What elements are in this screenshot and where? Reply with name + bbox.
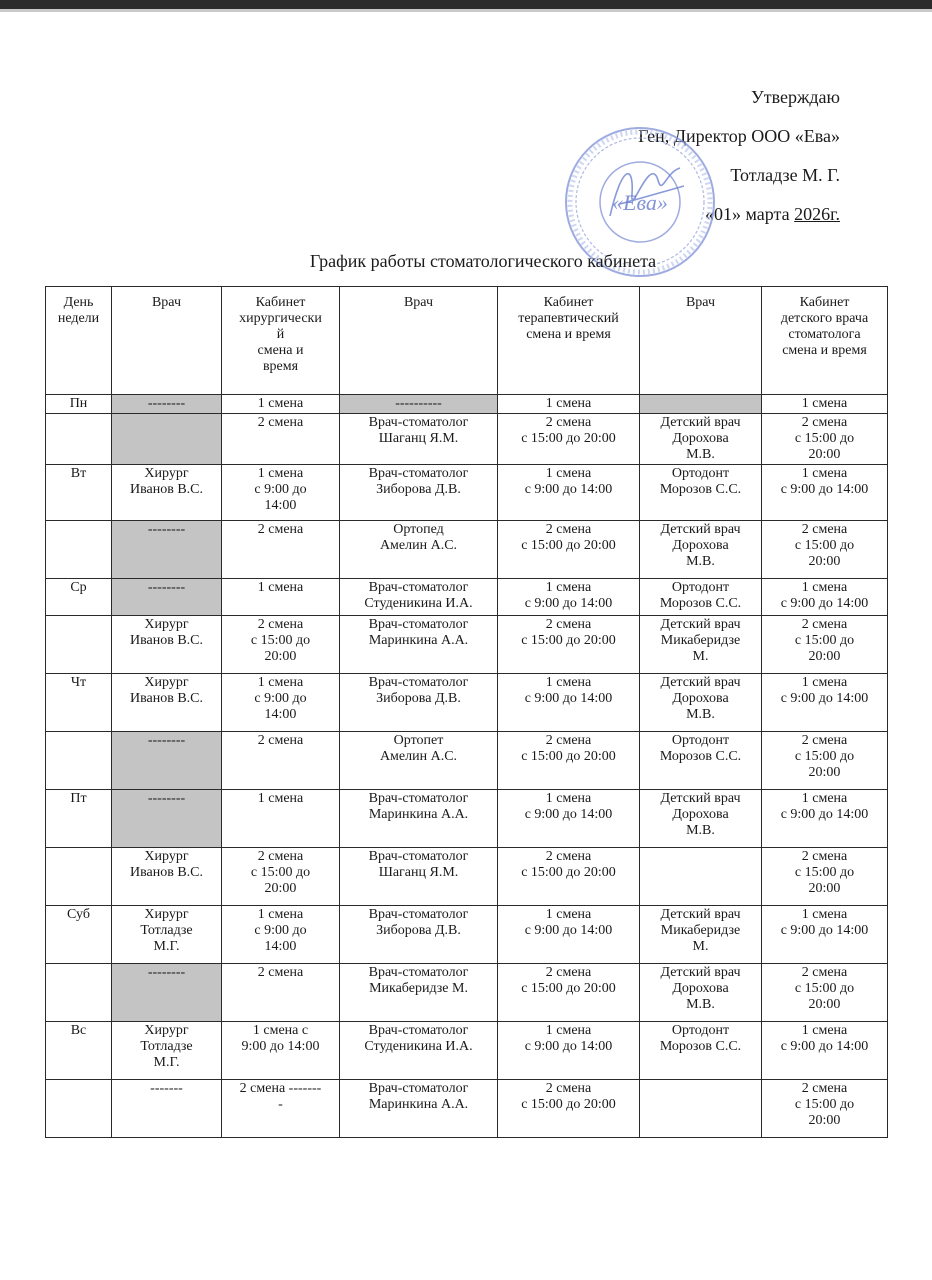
surgeon-cell: Хирург Тотладзе М.Г. xyxy=(112,906,222,964)
day-cell: Вс xyxy=(46,1022,112,1080)
header-doctor-children: Врач xyxy=(640,287,762,395)
child-shift-cell: 2 смена с 15:00 до 20:00 xyxy=(762,521,888,579)
therapeutic-shift-cell: 2 смена с 15:00 до 20:00 xyxy=(498,414,640,465)
table-row xyxy=(46,616,888,674)
therapist-cell: Ортопет Амелин А.С. xyxy=(340,732,498,790)
surgeon-cell: Хирург Иванов В.С. xyxy=(112,848,222,906)
header-children-cabinet: Кабинет детского врача стоматолога смена и время xyxy=(762,287,888,395)
surgeon-cell: -------- xyxy=(112,964,222,1022)
child-doctor-cell: Ортодонт Морозов С.С. xyxy=(640,732,762,790)
child-shift-cell: 2 смена с 15:00 до 20:00 xyxy=(762,414,888,465)
surgeon-cell: -------- xyxy=(112,790,222,848)
child-doctor-cell: Детский врач Дорохова М.В. xyxy=(640,674,762,732)
table-row xyxy=(46,465,888,521)
surgical-shift-cell: 2 смена с 15:00 до 20:00 xyxy=(222,848,340,906)
therapist-cell: Ортопед Амелин А.С. xyxy=(340,521,498,579)
table-row xyxy=(46,521,888,579)
surgical-shift-cell: 1 смена с 9:00 до 14:00 xyxy=(222,906,340,964)
child-doctor-cell: Ортодонт Морозов С.С. xyxy=(640,465,762,521)
table-row xyxy=(46,906,888,964)
child-doctor-cell: Детский врач Дорохова М.В. xyxy=(640,964,762,1022)
therapeutic-shift-cell: 2 смена с 15:00 до 20:00 xyxy=(498,616,640,674)
therapist-cell: Врач-стоматолог Маринкина А.А. xyxy=(340,790,498,848)
day-cell xyxy=(46,414,112,465)
header-therapeutic-cabinet: Кабинет терапевтический смена и время xyxy=(498,287,640,395)
surgical-shift-cell: 1 смена с 9:00 до 14:00 xyxy=(222,674,340,732)
therapeutic-shift-cell: 1 смена с 9:00 до 14:00 xyxy=(498,1022,640,1080)
table-row xyxy=(46,414,888,465)
child-shift-cell: 2 смена с 15:00 до 20:00 xyxy=(762,616,888,674)
day-cell xyxy=(46,848,112,906)
child-shift-cell: 2 смена с 15:00 до 20:00 xyxy=(762,732,888,790)
child-doctor-cell xyxy=(640,395,762,414)
child-doctor-cell: Ортодонт Морозов С.С. xyxy=(640,579,762,616)
child-shift-cell: 1 смена с 9:00 до 14:00 xyxy=(762,674,888,732)
child-doctor-cell: Детский врач Дорохова М.В. xyxy=(640,790,762,848)
therapeutic-shift-cell: 1 смена с 9:00 до 14:00 xyxy=(498,674,640,732)
day-cell: Чт xyxy=(46,674,112,732)
surgeon-cell: -------- xyxy=(112,579,222,616)
approval-heading: Утверждаю xyxy=(750,87,840,107)
therapeutic-shift-cell: 1 смена с 9:00 до 14:00 xyxy=(498,906,640,964)
surgeon-cell: Хирург Иванов В.С. xyxy=(112,616,222,674)
table-row xyxy=(46,395,888,414)
child-doctor-cell: Детский врач Дорохова М.В. xyxy=(640,521,762,579)
header-doctor-therapeutic: Врач xyxy=(340,287,498,395)
scan-top-edge-shadow xyxy=(0,9,932,12)
stamp-center-text: «Ева» xyxy=(612,190,668,215)
therapist-cell: Врач-стоматолог Шаганц Я.М. xyxy=(340,414,498,465)
child-shift-cell: 2 смена с 15:00 до 20:00 xyxy=(762,964,888,1022)
child-shift-cell: 1 смена с 9:00 до 14:00 xyxy=(762,790,888,848)
child-doctor-cell xyxy=(640,848,762,906)
header-day: День недели xyxy=(46,287,112,395)
therapist-cell: ---------- xyxy=(340,395,498,414)
surgeon-cell: -------- xyxy=(112,521,222,579)
child-shift-cell: 1 смена с 9:00 до 14:00 xyxy=(762,465,888,521)
header-row xyxy=(46,287,888,395)
surgical-shift-cell: 1 смена xyxy=(222,395,340,414)
document-title: График работы стоматологического кабинета xyxy=(309,251,657,271)
therapeutic-shift-cell: 2 смена с 15:00 до 20:00 xyxy=(498,1080,640,1138)
day-cell xyxy=(46,732,112,790)
table-row xyxy=(46,1022,888,1080)
surgeon-cell: -------- xyxy=(112,395,222,414)
surgical-shift-cell: 2 смена xyxy=(222,414,340,465)
day-cell xyxy=(46,521,112,579)
approval-date-year: 2026г. xyxy=(794,204,840,224)
therapist-cell: Врач-стоматолог Маринкина А.А. xyxy=(340,1080,498,1138)
child-doctor-cell: Детский врач Дорохова М.В. xyxy=(640,414,762,465)
therapeutic-shift-cell: 2 смена с 15:00 до 20:00 xyxy=(498,848,640,906)
table-row xyxy=(46,579,888,616)
surgical-shift-cell: 2 смена ------- - xyxy=(222,1080,340,1138)
child-shift-cell: 1 смена с 9:00 до 14:00 xyxy=(762,1022,888,1080)
surgical-shift-cell: 2 смена xyxy=(222,732,340,790)
day-cell xyxy=(46,616,112,674)
table-row xyxy=(46,964,888,1022)
day-cell: Пт xyxy=(46,790,112,848)
child-doctor-cell: Детский врач Микаберидзе М. xyxy=(640,906,762,964)
therapeutic-shift-cell: 1 смена с 9:00 до 14:00 xyxy=(498,579,640,616)
table-row xyxy=(46,790,888,848)
day-cell: Пн xyxy=(46,395,112,414)
scan-top-edge xyxy=(0,0,932,9)
surgical-shift-cell: 2 смена xyxy=(222,964,340,1022)
surgical-shift-cell: 2 смена xyxy=(222,521,340,579)
approval-date-prefix: «01» марта xyxy=(705,204,795,224)
table-row xyxy=(46,848,888,906)
therapist-cell: Врач-стоматолог Зиборова Д.В. xyxy=(340,465,498,521)
surgical-shift-cell: 1 смена xyxy=(222,790,340,848)
day-cell: Вт xyxy=(46,465,112,521)
director-position: Ген, Директор ООО «Ева» xyxy=(638,126,840,146)
therapist-cell: Врач-стоматолог Зиборова Д.В. xyxy=(340,674,498,732)
surgeon-cell: Хирург Иванов В.С. xyxy=(112,674,222,732)
child-shift-cell: 1 смена с 9:00 до 14:00 xyxy=(762,579,888,616)
surgeon-cell: ------- xyxy=(112,1080,222,1138)
therapist-cell: Врач-стоматолог Зиборова Д.В. xyxy=(340,906,498,964)
therapeutic-shift-cell: 2 смена с 15:00 до 20:00 xyxy=(498,732,640,790)
child-doctor-cell xyxy=(640,1080,762,1138)
table-row xyxy=(46,732,888,790)
day-cell: Суб xyxy=(46,906,112,964)
child-shift-cell: 2 смена с 15:00 до 20:00 xyxy=(762,848,888,906)
child-shift-cell: 1 смена с 9:00 до 14:00 xyxy=(762,906,888,964)
table-row xyxy=(46,1080,888,1138)
surgical-shift-cell: 1 смена с 9:00 до 14:00 xyxy=(222,465,340,521)
surgical-shift-cell: 2 смена с 15:00 до 20:00 xyxy=(222,616,340,674)
child-doctor-cell: Ортодонт Морозов С.С. xyxy=(640,1022,762,1080)
therapeutic-shift-cell: 1 смена с 9:00 до 14:00 xyxy=(498,465,640,521)
surgeon-cell: Хирург Тотладзе М.Г. xyxy=(112,1022,222,1080)
child-shift-cell: 1 смена xyxy=(762,395,888,414)
schedule-table xyxy=(45,286,888,1138)
director-name: Тотладзе М. Г. xyxy=(730,165,840,185)
therapist-cell: Врач-стоматолог Студеникина И.А. xyxy=(340,1022,498,1080)
therapist-cell: Врач-стоматолог Шаганц Я.М. xyxy=(340,848,498,906)
surgeon-cell xyxy=(112,414,222,465)
surgeon-cell: Хирург Иванов В.С. xyxy=(112,465,222,521)
therapeutic-shift-cell: 2 смена с 15:00 до 20:00 xyxy=(498,964,640,1022)
header-surgical-cabinet: Кабинет хирургически й смена и время xyxy=(222,287,340,395)
day-cell xyxy=(46,964,112,1022)
schedule-body xyxy=(46,395,888,1138)
header-doctor-surgical: Врач xyxy=(112,287,222,395)
child-shift-cell: 2 смена с 15:00 до 20:00 xyxy=(762,1080,888,1138)
therapist-cell: Врач-стоматолог Студеникина И.А. xyxy=(340,579,498,616)
therapist-cell: Врач-стоматолог Микаберидзе М. xyxy=(340,964,498,1022)
surgical-shift-cell: 1 смена с 9:00 до 14:00 xyxy=(222,1022,340,1080)
child-doctor-cell: Детский врач Микаберидзе М. xyxy=(640,616,762,674)
day-cell xyxy=(46,1080,112,1138)
table-row xyxy=(46,674,888,732)
therapeutic-shift-cell: 1 смена с 9:00 до 14:00 xyxy=(498,790,640,848)
surgical-shift-cell: 1 смена xyxy=(222,579,340,616)
surgeon-cell: -------- xyxy=(112,732,222,790)
therapeutic-shift-cell: 2 смена с 15:00 до 20:00 xyxy=(498,521,640,579)
therapist-cell: Врач-стоматолог Маринкина А.А. xyxy=(340,616,498,674)
therapeutic-shift-cell: 1 смена xyxy=(498,395,640,414)
day-cell: Ср xyxy=(46,579,112,616)
